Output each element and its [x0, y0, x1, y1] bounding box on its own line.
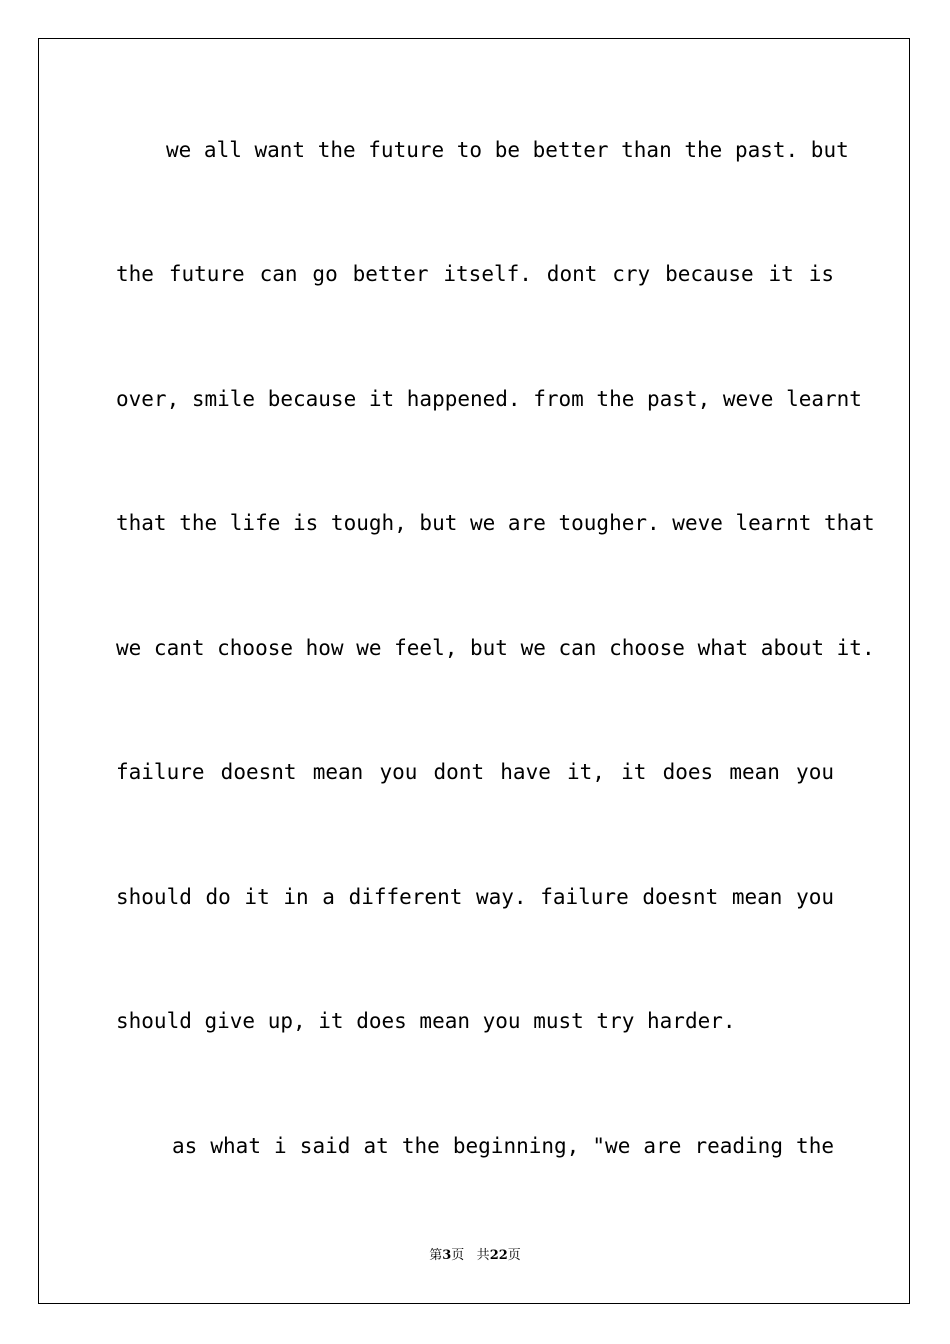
footer-total-prefix: 共 — [476, 1248, 490, 1263]
footer-page-number: 3 — [442, 1248, 452, 1263]
footer-page-suffix: 页 — [451, 1248, 465, 1263]
footer-total-suffix: 页 — [507, 1248, 521, 1263]
page-footer — [0, 1247, 950, 1265]
footer-page-prefix: 第 — [429, 1248, 443, 1263]
text-line-4: that the life is tough, but we are tougher. weve learnt that — [116, 511, 875, 535]
text-line-5: we cant choose how we feel, but we can choose what about it. — [116, 636, 875, 660]
text-line-3: over, smile because it happened. from the past, weve learnt — [116, 387, 862, 411]
text-line-9: as what i said at the beginning, "we are reading the — [172, 1134, 834, 1158]
text-line-7: should do it in a different way. failure doesnt mean you — [116, 885, 834, 909]
page-frame — [38, 38, 910, 1304]
text-line-8: should give up, it does mean you must try harder. — [116, 1009, 736, 1033]
text-line-2: the future can go better itself. dont cry because it is — [116, 262, 834, 286]
footer-total-number: 22 — [489, 1248, 508, 1263]
text-line-1: we all want the future to be better than the past. but — [166, 138, 849, 162]
text-line-6: failure doesnt mean you dont have it, it does mean you — [116, 760, 834, 784]
